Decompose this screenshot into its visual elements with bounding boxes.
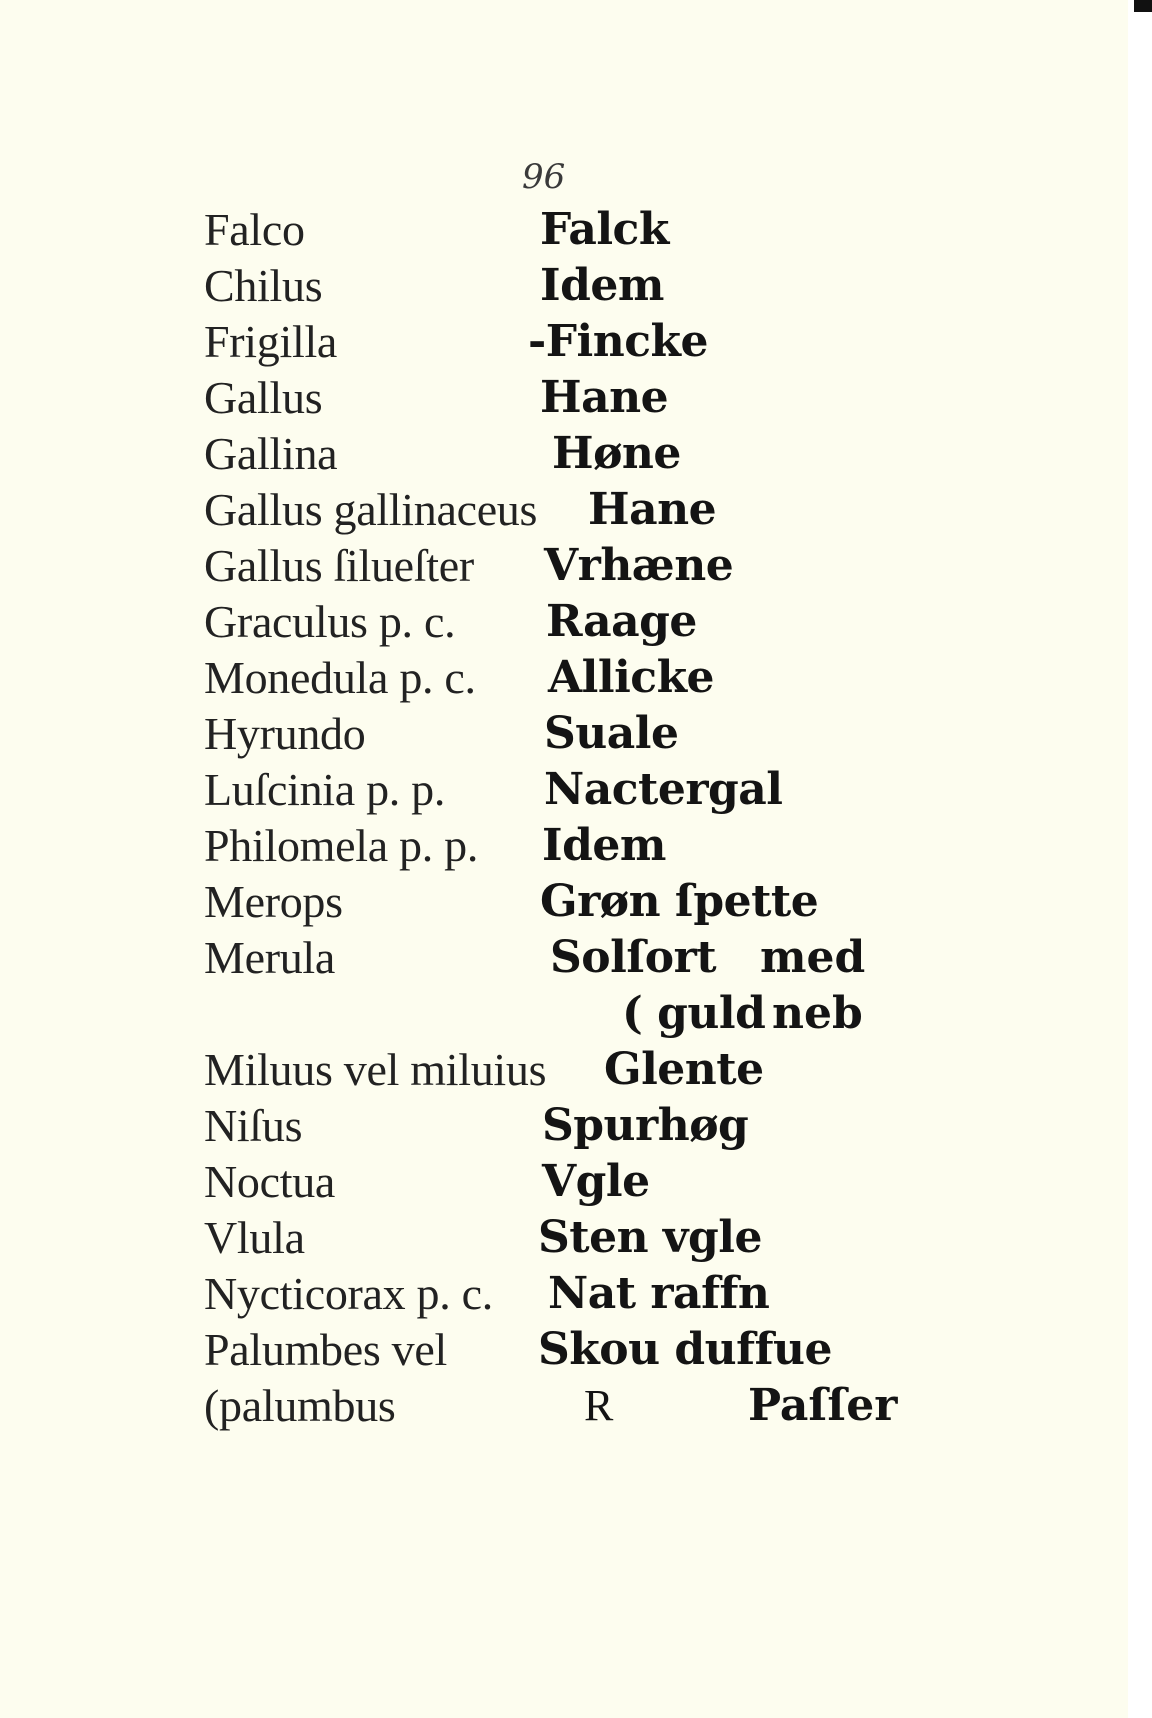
latin-name: Graculus p. c. xyxy=(204,596,456,647)
list-item xyxy=(0,1378,1128,1434)
latin-name: Hyrundo xyxy=(204,708,366,759)
vernacular-name: Nat raffn xyxy=(548,1268,770,1319)
vernacular-name: Allicke xyxy=(548,652,715,703)
vernacular-name: Falck xyxy=(540,204,669,255)
corner-mark xyxy=(1134,0,1152,12)
latin-name: Merula xyxy=(204,932,336,983)
latin-name: Palumbes vel xyxy=(204,1324,447,1375)
latin-name: Niſus xyxy=(204,1100,303,1151)
list-item xyxy=(0,1042,1128,1098)
latin-name: Chilus xyxy=(204,260,323,311)
list-item xyxy=(0,930,1128,986)
latin-name: Gallina xyxy=(204,428,338,479)
list-item xyxy=(0,1154,1128,1210)
list-item xyxy=(0,986,1128,1042)
list-item xyxy=(0,818,1128,874)
vernacular-extra: Paſſer xyxy=(748,1380,898,1431)
list-item xyxy=(0,314,1128,370)
list-item xyxy=(0,538,1128,594)
vernacular-name: Glente xyxy=(604,1044,764,1095)
list-item xyxy=(0,594,1128,650)
vernacular-name: Suale xyxy=(544,708,679,759)
vernacular-name: R xyxy=(584,1381,613,1430)
vernacular-name: Nactergal xyxy=(544,764,783,815)
vernacular-extra: neb xyxy=(772,988,863,1039)
vernacular-name: Grøn ſpette xyxy=(540,876,819,927)
list-item xyxy=(0,426,1128,482)
vernacular-name: ( guld xyxy=(622,988,766,1039)
vernacular-name: -Fincke xyxy=(528,316,708,367)
latin-name: Luſcinia p. p. xyxy=(204,764,446,815)
list-item xyxy=(0,202,1128,258)
latin-name: Merops xyxy=(204,876,343,927)
latin-name: Gallus gallinaceus xyxy=(204,484,538,535)
latin-name: Miluus vel miluius xyxy=(204,1044,547,1095)
latin-name: Gallus ſilueſter xyxy=(204,540,474,591)
latin-name: Noctua xyxy=(204,1156,336,1207)
latin-name: Nycticorax p. c. xyxy=(204,1268,493,1319)
latin-name: Vlula xyxy=(204,1212,305,1263)
list-item xyxy=(0,482,1128,538)
list-item xyxy=(0,650,1128,706)
latin-name: Frigilla xyxy=(204,316,338,367)
latin-name: Gallus xyxy=(204,372,323,423)
page-edge xyxy=(1128,0,1152,1718)
vernacular-name: Vgle xyxy=(542,1156,650,1207)
vernacular-name: Idem xyxy=(542,820,666,871)
vernacular-name: Hane xyxy=(540,372,669,423)
latin-name: Monedula p. c. xyxy=(204,652,476,703)
list-item xyxy=(0,370,1128,426)
list-item xyxy=(0,1266,1128,1322)
vernacular-name: Hane xyxy=(588,484,717,535)
vernacular-name: Solſort xyxy=(550,932,717,983)
list-item xyxy=(0,1210,1128,1266)
vernacular-name: Sten vgle xyxy=(538,1212,762,1263)
list-item xyxy=(0,706,1128,762)
vernacular-extra: med xyxy=(760,932,866,983)
vernacular-name: Idem xyxy=(540,260,664,311)
latin-name: (palumbus xyxy=(204,1380,396,1431)
vernacular-name: Spurhøg xyxy=(542,1100,749,1151)
vernacular-name: Raage xyxy=(546,596,697,647)
latin-name: Falco xyxy=(204,204,305,255)
latin-name: Philomela p. p. xyxy=(204,820,479,871)
vernacular-name: Høne xyxy=(552,428,681,479)
list-item xyxy=(0,762,1128,818)
vernacular-name: Vrhæne xyxy=(544,540,734,591)
vernacular-name: Skou duffue xyxy=(538,1324,833,1375)
page-number: 96 xyxy=(522,157,566,197)
list-item xyxy=(0,258,1128,314)
list-item xyxy=(0,1322,1128,1378)
list-item xyxy=(0,874,1128,930)
list-item xyxy=(0,1098,1128,1154)
